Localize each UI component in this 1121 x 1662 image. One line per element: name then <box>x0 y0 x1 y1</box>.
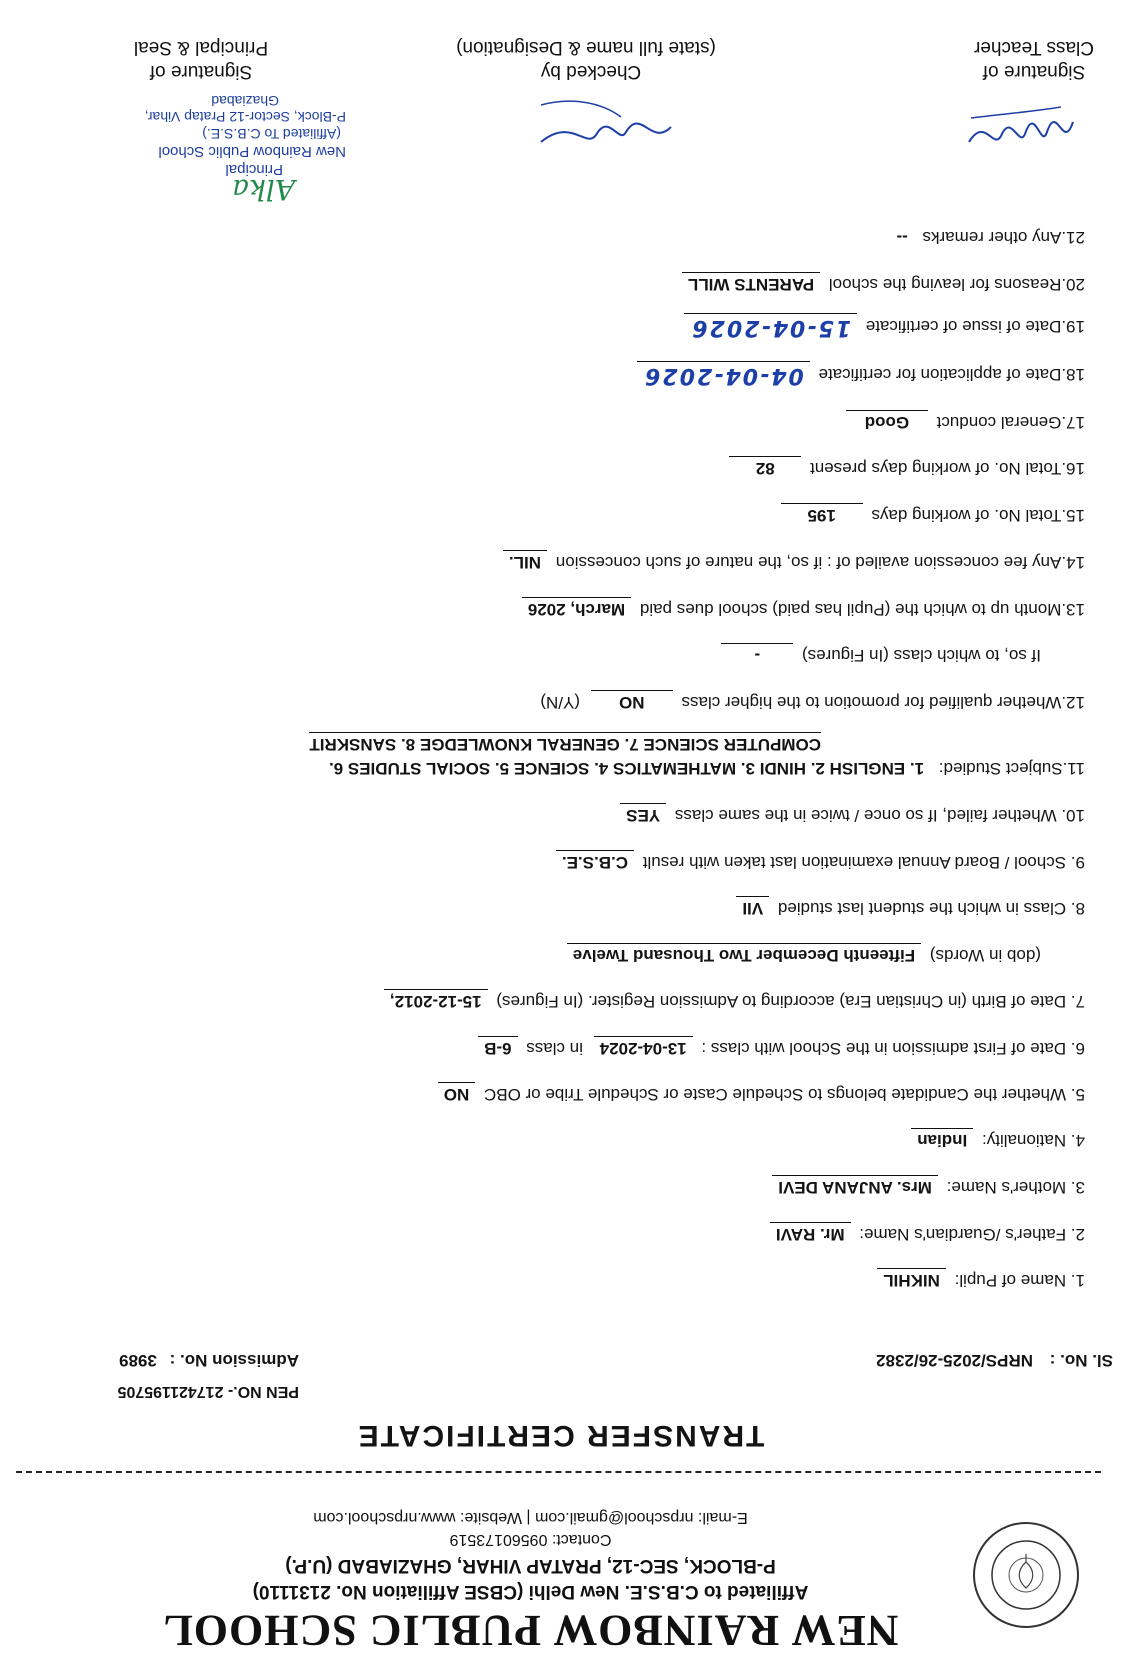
field-leaving-reason: 20.Reasons for leaving the school PARENTS WILL <box>682 272 1085 294</box>
field-pupil-name: 1. Name of Pupil: NIKHIL <box>877 1268 1085 1290</box>
field-working-days: 15.Total No. of working days 195 <box>781 503 1085 525</box>
field-other-remarks: 21.Any other remarks -- <box>896 228 1085 247</box>
field-general-conduct: 17.General conduct Good <box>846 410 1085 432</box>
admission-value: 3989 <box>119 1351 157 1370</box>
stamp-address: P-Block, Sector-12 Pratap Vihar, <box>144 109 346 125</box>
field-last-class: 8. Class in which the student last studied VII <box>736 896 1085 918</box>
field-nationality: 4. Nationality: Indian <box>911 1128 1085 1150</box>
field-last-exam: 9. School / Board Annual examination last taken with result C.B.S.E. <box>556 850 1085 872</box>
checked-by-label: Checked by <box>540 61 642 82</box>
field-father-name: 2. Father's /Guardian's Name: Mr. RAVI <box>770 1222 1085 1244</box>
field-mother-name: 3. Mother's Name: Mrs. ANJANA DEVI <box>772 1175 1085 1197</box>
stamp-school-name: New Rainbow Public School <box>158 143 346 160</box>
field-promotion: 12.Whether qualified for promotion to the higher class NO (Y/N) <box>540 690 1085 712</box>
field-caste-category: 5. Whether the Candidate belongs to Schedule Caste or Schedule Tribe or OBC NO <box>438 1082 1085 1104</box>
pen-number: PEN NO.- 217421195705 <box>117 1383 299 1400</box>
school-affiliation: Affiliated to C.B.S.E. New Delhi (CBSE Affiliation No. 2131110) <box>252 1581 809 1602</box>
school-contact: Contact: 09560173519 <box>449 1531 612 1548</box>
field-subjects-continued: COMPUTER SCIENCE 7. GENERAL KNOWLEDGE 8. SANSKRIT <box>309 732 821 754</box>
teacher-signature-label: Signature of <box>982 61 1086 82</box>
serial-value: NRPS/2025-26/2382 <box>876 1351 1033 1370</box>
teacher-signature-icon <box>961 92 1081 162</box>
field-dues-paid: 13.Month up to which the (Pupil has paid) school dues paid March, 2026 <box>522 597 1085 619</box>
field-dob-words: (dob in Words) Fifteenth December Two Thousand Twelve <box>567 943 1041 965</box>
field-days-present: 16.Total No. of working days present 82 <box>729 456 1085 478</box>
field-whether-failed: 10. Whether failed, If so once / twice in the same class YES <box>620 803 1085 825</box>
school-address: P-BLOCK, SEC-12, PRATAP VIHAR, GHAZIABAD (U.P.) <box>285 1555 776 1576</box>
dashed-divider <box>16 1471 1101 1473</box>
field-first-admission: 6. Date of First admission in the School with class : 13-04-2024 in class 6-B <box>478 1036 1085 1058</box>
field-issue-date: 19.Date of issue of certificate 15-04-2026 <box>684 313 1085 340</box>
principal-seal-label: Principal & Seal <box>133 37 269 58</box>
field-subjects: 11.Subject Studied: 1. ENGLISH 2. HINDI 3. MATHEMATICS 4. SCIENCE 5. SOCIAL STUDIES 6. <box>328 759 1085 778</box>
school-name: NEW RAINBOW PUBLIC SCHOOL <box>162 1606 899 1655</box>
stamp-affiliation: (Affiliated To C.B.S.E.) <box>202 126 341 142</box>
admission-label: Admission No. : <box>169 1351 299 1370</box>
admission-number <box>119 1350 299 1370</box>
stamp-city: Ghaziabad <box>211 93 279 109</box>
checked-by-designation: (state full name & Designation) <box>456 37 716 58</box>
certificate-title: TRANSFER CERTIFICATE <box>356 1419 765 1452</box>
field-fee-concession: 14.Any fee concession availed of : if so, the nature of such concession NIL. <box>503 550 1085 572</box>
principal-signature-label: Signature of <box>149 61 253 82</box>
class-teacher-label: Class Teacher <box>973 37 1095 58</box>
field-promotion-class: If so, to which class (In Figures) - <box>721 643 1041 665</box>
field-date-of-birth: 7. Date of Birth (in Christian Era) according to Admission Register. (In Figures) 15-12-2012, <box>384 989 1085 1011</box>
stamp-principal-title: Principal <box>225 161 283 178</box>
field-application-date: 18.Date of application for certificate 04-04-2026 <box>637 361 1085 388</box>
checker-signature-icon <box>531 87 681 157</box>
serial-label: Sl. No. : <box>1049 1351 1113 1370</box>
serial-number <box>876 1350 1113 1370</box>
school-email-website: E-mail: nrpschool@gmail.com | Website: www.nrpschool.com <box>313 1509 748 1526</box>
principal-initials: Alka <box>232 173 295 206</box>
